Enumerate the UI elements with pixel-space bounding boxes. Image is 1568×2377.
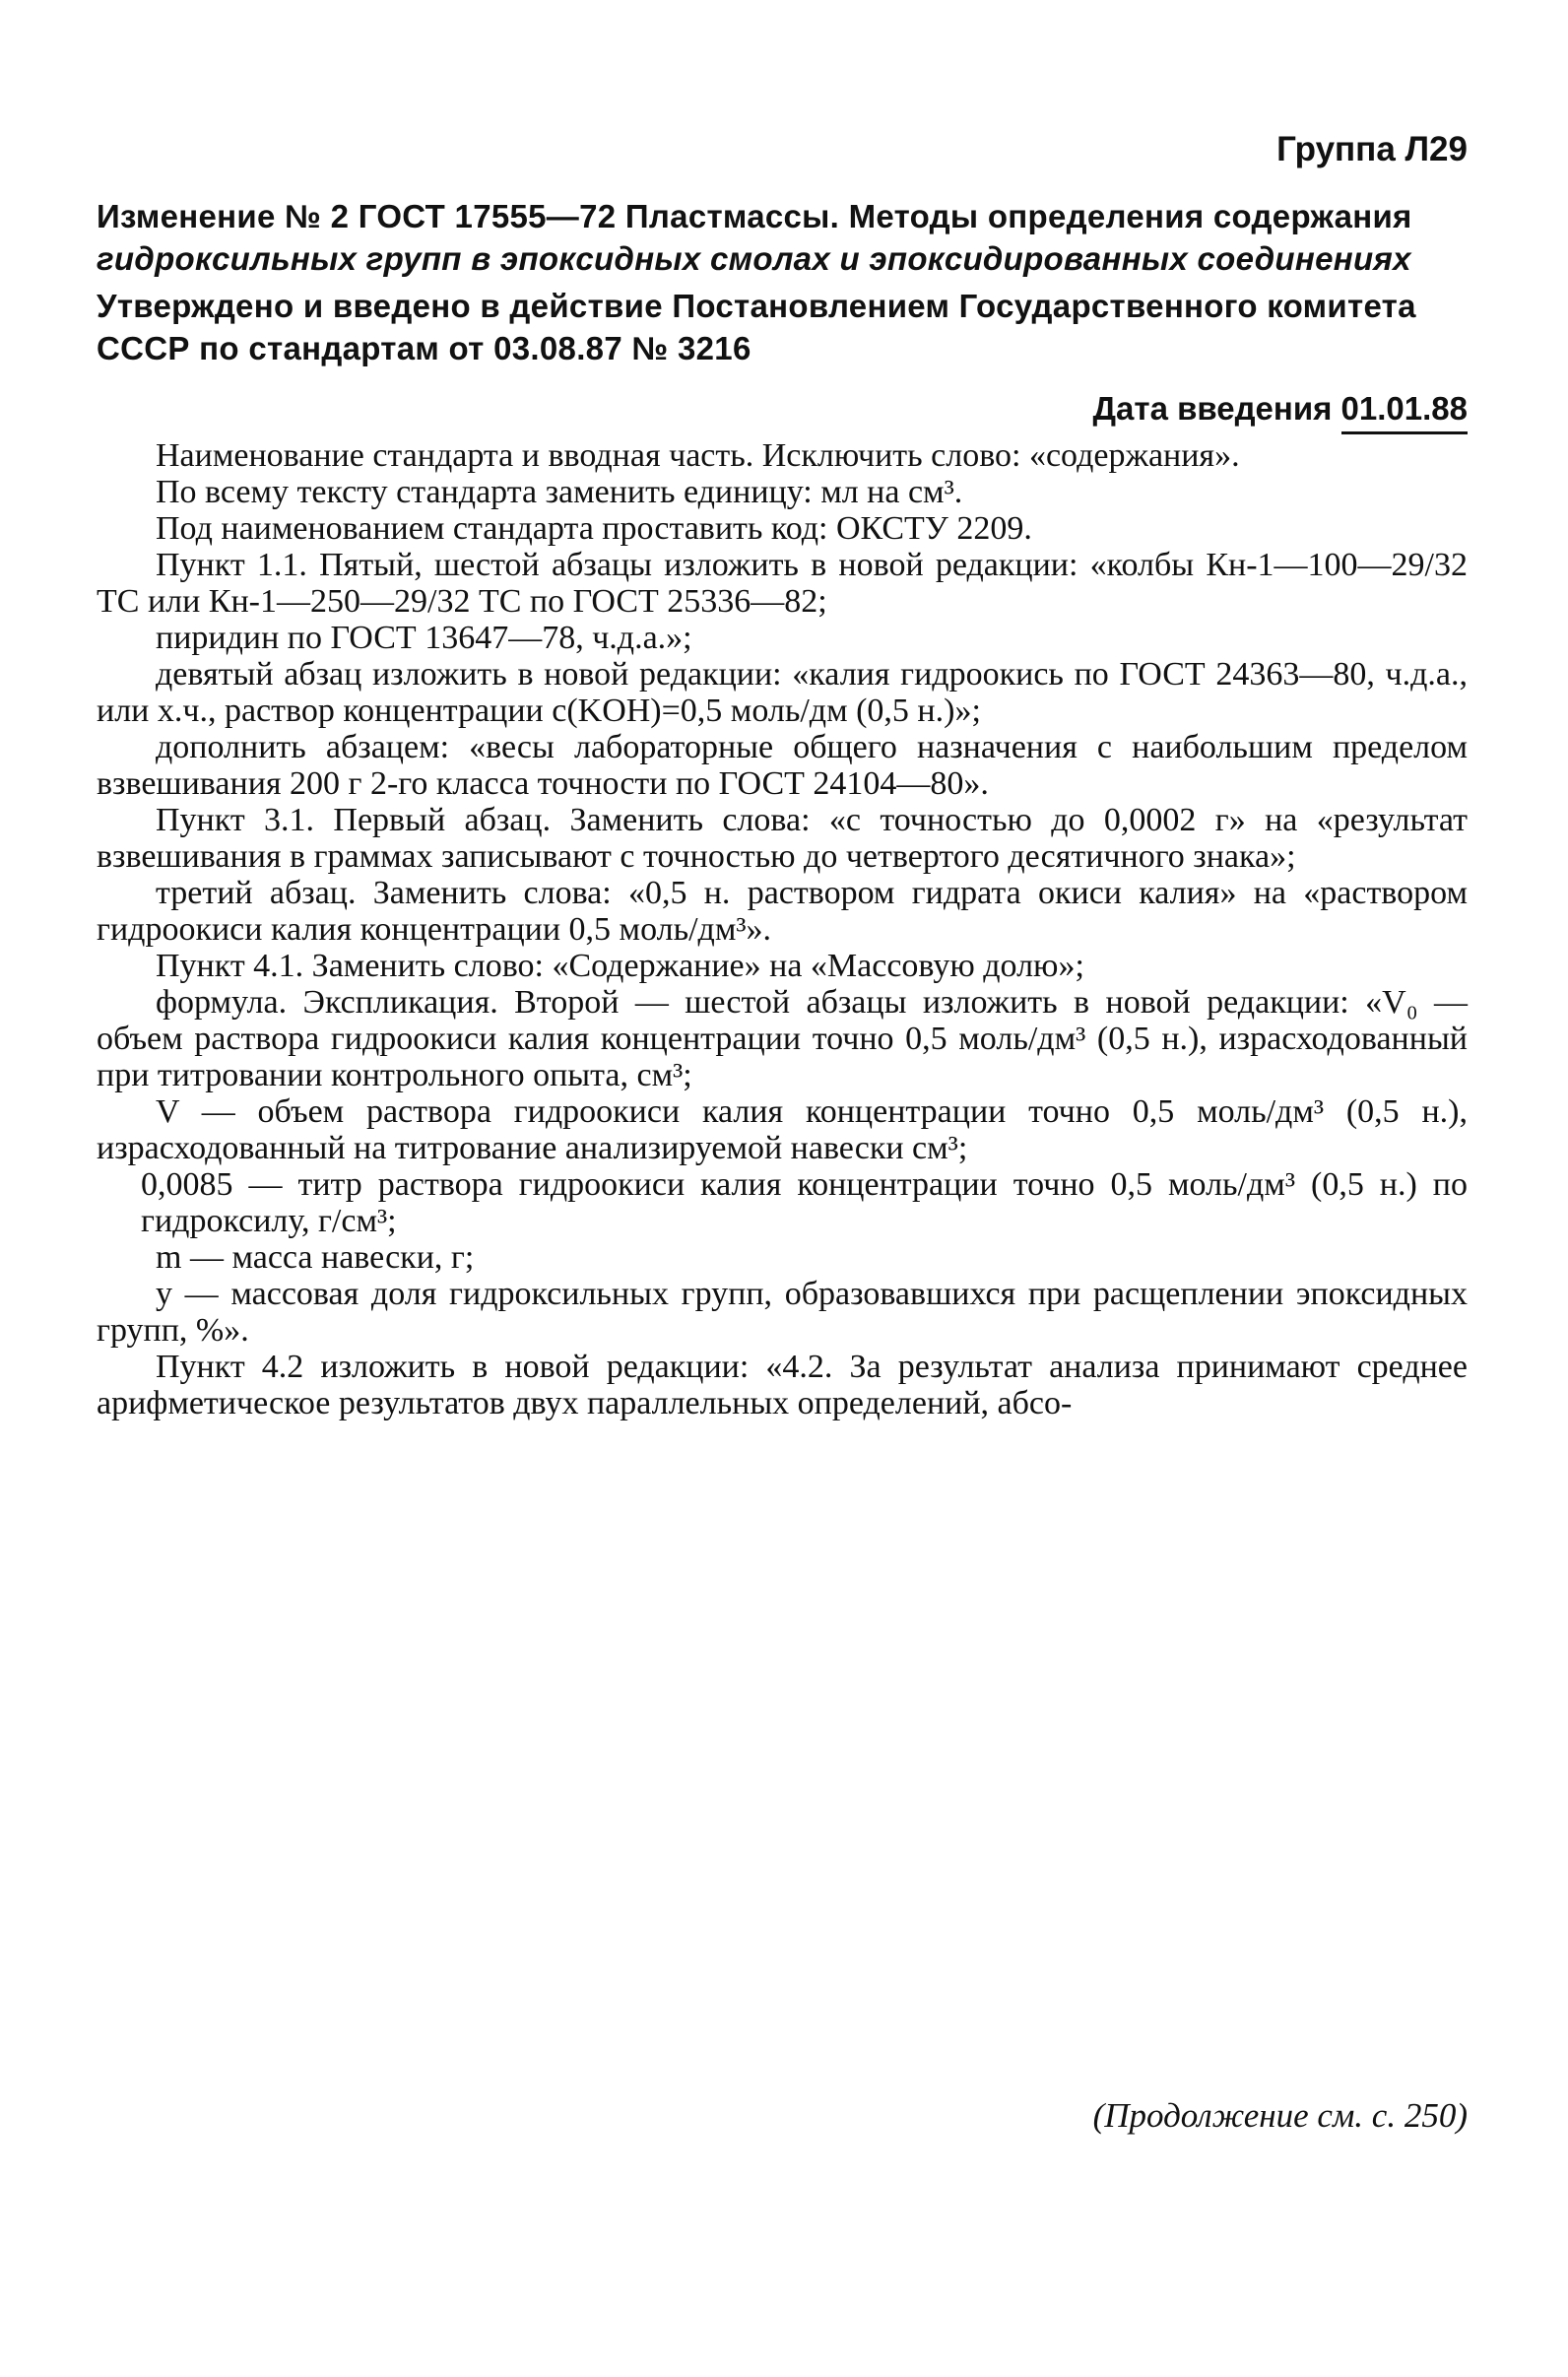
- explication-item: V — объем раствора гидроокиси калия концентрации точно 0,5 моль/дм³ (0,5 н.), израсходованный на титрование анализируемой навески см³;: [97, 1093, 1468, 1166]
- date-label: Дата введения: [1092, 390, 1333, 427]
- title-line-1: Изменение № 2 ГОСТ 17555—72 Пластмассы. Методы определения содержания: [97, 198, 1412, 234]
- paragraph: Под наименованием стандарта проставить код: ОКСТУ 2209.: [156, 510, 1032, 547]
- continuation-note: (Продолжение см. с. 250): [1092, 2096, 1468, 2135]
- paragraph: третий абзац. Заменить слова: «0,5 н. раствором гидрата окиси калия» на «раствором гидроокиси калия концентрации 0,5 моль/дм³».: [97, 875, 1468, 948]
- paragraph: Пункт 4.2 изложить в новой редакции: «4.2. За результат анализа принимают среднее арифметическое результатов двух параллельных определений, абсо-: [97, 1349, 1468, 1421]
- group-code: Группа Л29: [1276, 130, 1468, 168]
- paragraph: Пункт 4.1. Заменить слово: «Содержание» на «Массовую долю»;: [156, 948, 1084, 984]
- paragraph: девятый абзац изложить в новой редакции: «калия гидроокись по ГОСТ 24363—80, ч.д.а., или х.ч., раствор концентрации c(KOH)=0,5 моль/дм (0,5 н.)»;: [97, 656, 1468, 729]
- amendment-title: [97, 195, 1468, 280]
- paragraph: Пункт 3.1. Первый абзац. Заменить слова: «с точностью до 0,0002 г» на «результат взвешивания в граммах записывают с точностью до четвертого десятичного знака»;: [97, 802, 1468, 875]
- approval-statement: Утверждено и введено в действие Постановлением Государственного комитета СССР по стандартам от 03.08.87 № 3216: [97, 288, 1416, 366]
- paragraph: пиридин по ГОСТ 13647—78, ч.д.а.»;: [156, 620, 692, 656]
- effective-date: [1093, 390, 1468, 434]
- paragraph: формула. Экспликация. Второй — шестой абзацы изложить в новой редакции: «V₀ — объем раствора гидроокиси калия концентрации точно 0,5 моль/дм³ (0,5 н.), израсходованный при титровании контрольного опыта, см³;: [97, 984, 1468, 1093]
- paragraph: Наименование стандарта и вводная часть. Исключить слово: «содержания».: [156, 437, 1240, 474]
- paragraph: дополнить абзацем: «весы лабораторные общего назначения с наибольшим пределом взвешивания 200 г 2-го класса точности по ГОСТ 24104—80».: [97, 729, 1468, 802]
- title-line-2: гидроксильных групп в эпоксидных смолах и эпоксидированных соединениях: [97, 240, 1411, 277]
- document-body: [97, 437, 1468, 1421]
- paragraph: По всему тексту стандарта заменить единицу: мл на см³.: [156, 474, 963, 510]
- explication-item: 0,0085 — титр раствора гидроокиси калия концентрации точно 0,5 моль/дм³ (0,5 н.) по гидроксилу, г/см³;: [141, 1166, 1468, 1239]
- explication-item: y — массовая доля гидроксильных групп, образовавшихся при расщеплении эпоксидных групп, %».: [97, 1276, 1468, 1349]
- paragraph: Пункт 1.1. Пятый, шестой абзацы изложить в новой редакции: «колбы Кн-1—100—29/32 ТС или Кн-1—250—29/32 ТС по ГОСТ 25336—82;: [97, 547, 1468, 620]
- date-value: 01.01.88: [1341, 390, 1468, 434]
- explication-item: m — масса навески, г;: [156, 1239, 475, 1276]
